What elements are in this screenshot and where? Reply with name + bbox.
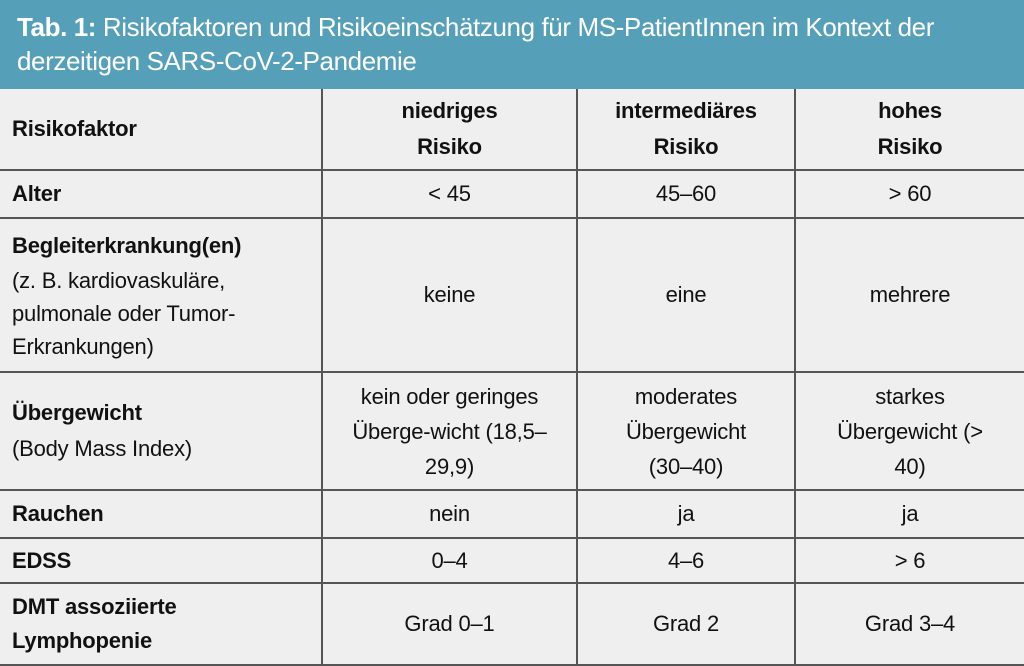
table-cell: Grad 0–1 bbox=[322, 583, 577, 665]
caption-text: Risikofaktoren und Risikoeinschätzung für MS-PatientInnen im Kontext der derzeitigen SARS-CoV-2-Pandemie bbox=[17, 12, 934, 76]
table-row bbox=[0, 538, 1024, 583]
row-label-cell: Begleiterkrankung(en) (z. B. kardiovaskuläre, pulmonale oder Tumor-Erkrankungen) bbox=[0, 218, 322, 372]
table-cell: nein bbox=[322, 490, 577, 538]
table-cell: starkes Übergewicht (> 40) bbox=[795, 372, 1024, 490]
row-label-cell: Übergewicht (Body Mass Index) bbox=[0, 372, 322, 490]
table-row bbox=[0, 490, 1024, 538]
table-row bbox=[0, 583, 1024, 665]
header-cell: hohes Risiko bbox=[795, 89, 1024, 170]
table-cell: Grad 2 bbox=[577, 583, 795, 665]
row-label: Alter bbox=[0, 170, 322, 218]
table-cell: > 60 bbox=[795, 170, 1024, 218]
header-cell: Risikofaktor bbox=[0, 89, 322, 170]
header-cell: intermediäres Risiko bbox=[577, 89, 795, 170]
table-cell: > 6 bbox=[795, 538, 1024, 583]
header-cell: niedriges Risiko bbox=[322, 89, 577, 170]
caption-prefix: Tab. 1: bbox=[17, 12, 97, 42]
table-cell: ja bbox=[795, 490, 1024, 538]
table-row bbox=[0, 372, 1024, 490]
row-sublabel: (Body Mass Index) bbox=[12, 436, 193, 461]
table-cell: ja bbox=[577, 490, 795, 538]
table-cell: 45–60 bbox=[577, 170, 795, 218]
table-caption bbox=[0, 0, 1024, 89]
table-cell: Grad 3–4 bbox=[795, 583, 1024, 665]
header-row bbox=[0, 89, 1024, 170]
table-cell: mehrere bbox=[795, 218, 1024, 372]
table-cell: 0–4 bbox=[322, 538, 577, 583]
table-cell: keine bbox=[322, 218, 577, 372]
row-sublabel: (z. B. kardiovaskuläre, pulmonale oder Tumor-Erkrankungen) bbox=[12, 267, 236, 359]
table-cell: moderates Übergewicht (30–40) bbox=[577, 372, 795, 490]
table-row bbox=[0, 218, 1024, 372]
table-cell: kein oder geringes Überge-wicht (18,5–29,9) bbox=[322, 372, 577, 490]
table-cell: eine bbox=[577, 218, 795, 372]
row-label: EDSS bbox=[0, 538, 322, 583]
table-row bbox=[0, 170, 1024, 218]
row-label: DMT assoziierte Lymphopenie bbox=[0, 583, 322, 665]
table-cell: < 45 bbox=[322, 170, 577, 218]
table-cell: 4–6 bbox=[577, 538, 795, 583]
row-label: Rauchen bbox=[0, 490, 322, 538]
risk-table bbox=[0, 89, 1024, 666]
